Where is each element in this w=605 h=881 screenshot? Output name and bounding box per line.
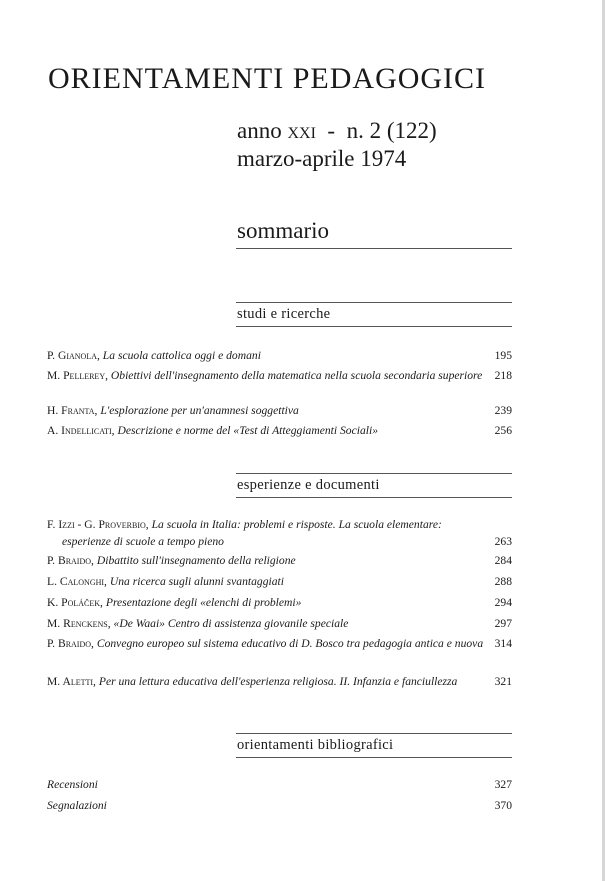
entry-page: 327 [494,778,512,791]
toc-entry[interactable] [47,594,512,611]
entry-author: F. Izzi - G. Proverbio, [47,518,149,531]
toc-entry[interactable] [47,402,512,419]
issue-number: n. 2 (122) [346,118,437,143]
entry-title: Obiettivi dell'insegnamento della matematica nella scuola secondaria superiore [110,369,483,382]
entry-page: 288 [494,575,512,588]
entry-title: Una ricerca sugli alunni svantaggiati [109,575,284,588]
section-rule-top [236,733,512,734]
toc-entry[interactable] [47,635,512,652]
entry-author: P. Gianola, [47,349,100,362]
contents-title: sommario [237,218,329,243]
section-rule-bottom [236,326,512,327]
anno-label: anno [237,118,282,143]
contents-rule [236,248,512,249]
entry-page: 321 [494,675,512,688]
entry-author: K. Poláček, [47,596,103,609]
entry-author: P. Braido, [47,637,94,650]
entry-label: Recensioni [47,778,98,791]
entry-title: Per una lettura educativa dell'esperienza religiosa. II. Infanzia e fanciullezza [98,675,458,688]
issue-date: marzo-aprile 1974 [237,146,407,171]
toc-entry[interactable] [47,615,512,632]
entry-page: 256 [494,424,512,437]
entry-author: M. Renckens, [47,617,111,630]
entry-title: Descrizione e norme del «Test di Atteggiamenti Sociali» [117,424,379,437]
toc-entry[interactable] [47,516,512,550]
entry-title: «De Waai» Centro di assistenza giovanile speciale [113,617,349,630]
issue-separator: - [327,118,336,143]
entry-author: L. Calonghi, [47,575,107,588]
toc-entry[interactable] [47,552,512,569]
entry-author: M. Pellerey, [47,369,108,382]
section-rule-bottom [236,757,512,758]
toc-entry[interactable] [47,422,512,439]
section-rule-bottom [236,497,512,498]
entry-author: H. Franta, [47,404,98,417]
entry-page: 263 [494,535,512,548]
entry-author: P. Braido, [47,554,94,567]
entry-title: La scuola cattolica oggi e domani [102,349,261,362]
toc-entry[interactable] [47,347,512,364]
journal-title: ORIENTAMENTI PEDAGOGICI [48,62,487,95]
entry-page: 297 [494,617,512,630]
toc-entry[interactable] [47,367,512,384]
entry-title: L'esplorazione per un'anamnesi soggettiva [100,404,299,417]
toc-entry[interactable] [47,776,512,793]
entry-title: Dibattito sull'insegnamento della religione [96,554,296,567]
section-rule-top [236,473,512,474]
entry-page: 218 [494,369,512,382]
section-title-esperienze: esperienze e documenti [237,477,380,493]
entry-page: 284 [494,554,512,567]
entry-title: La scuola in Italia: problemi e risposte. La scuola elementare: esperienze di scuole a tempo pieno [62,518,442,548]
anno-number: xxi [287,118,316,143]
toc-entry[interactable] [47,573,512,590]
entry-page: 239 [494,404,512,417]
entry-page: 314 [494,637,512,650]
toc-entry[interactable] [47,673,512,690]
entry-page: 294 [494,596,512,609]
issue-number-line [237,118,437,144]
entry-title: Presentazione degli «elenchi di problemi» [105,596,302,609]
entry-label: Segnalazioni [47,799,107,812]
section-title-studi: studi e ricerche [237,306,331,322]
toc-entry[interactable] [47,797,512,814]
entry-page: 195 [494,349,512,362]
section-rule-top [236,302,512,303]
entry-author: A. Indellicati, [47,424,115,437]
entry-author: M. Aletti, [47,675,96,688]
entry-page: 370 [494,799,512,812]
entry-title: Convegno europeo sul sistema educativo di D. Bosco tra pedagogia antica e nuova [96,637,484,650]
section-title-bibliografici: orientamenti bibliografici [237,737,394,753]
